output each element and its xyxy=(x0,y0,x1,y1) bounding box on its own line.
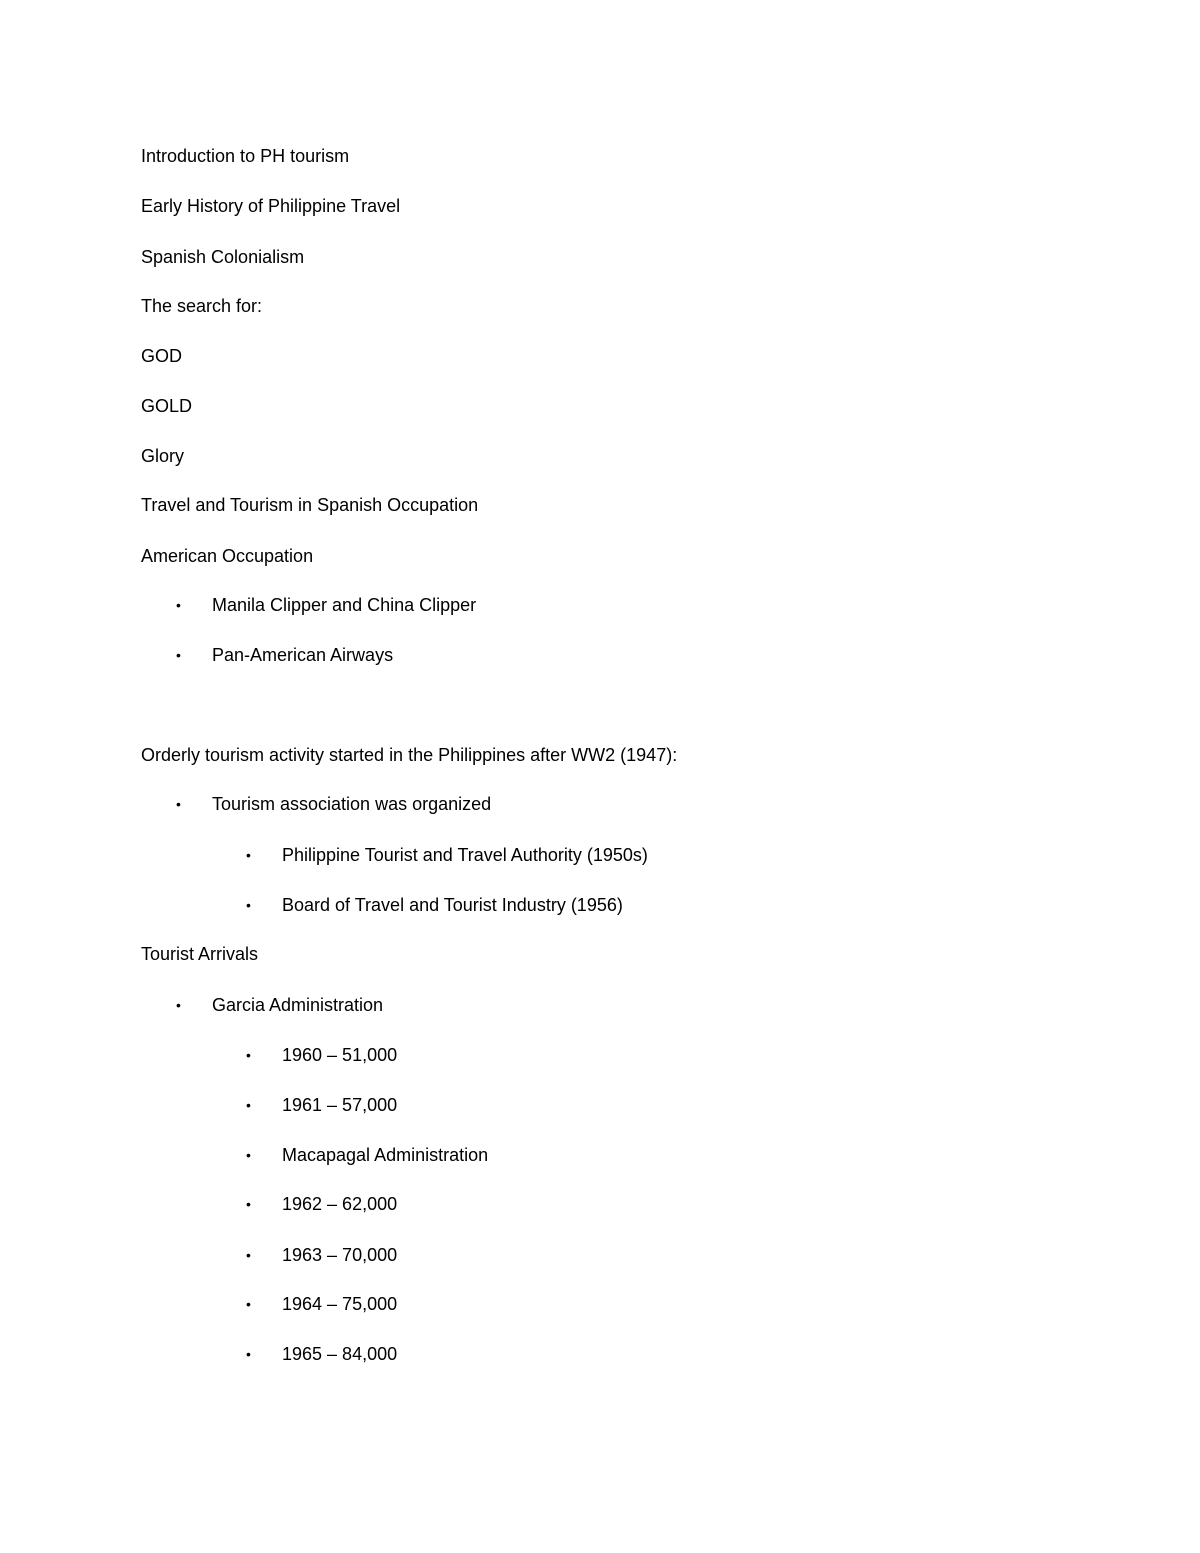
line-god: GOD xyxy=(141,346,183,366)
line-intro: Introduction to PH tourism xyxy=(141,146,350,166)
line-early-history: Early History of Philippine Travel xyxy=(141,196,401,216)
line-search-for: The search for: xyxy=(141,296,263,316)
bullet-icon: • xyxy=(246,1196,251,1212)
bullet-icon: • xyxy=(246,1147,251,1163)
list-item: • 1960 – 51,000 xyxy=(246,1045,398,1065)
list-item: • Macapagal Administration xyxy=(246,1145,489,1165)
list-item: • Manila Clipper and China Clipper xyxy=(176,595,477,615)
bullet-icon: • xyxy=(246,847,251,863)
bullet-icon: • xyxy=(246,1047,251,1063)
line-gold: GOLD xyxy=(141,396,193,416)
list-item: • 1962 – 62,000 xyxy=(246,1194,398,1214)
list-item: • Board of Travel and Tourist Industry (1956) xyxy=(246,895,623,915)
bullet-icon: • xyxy=(176,597,181,613)
bullet-icon: • xyxy=(246,1097,251,1113)
line-orderly-tourism: Orderly tourism activity started in the Philippines after WW2 (1947): xyxy=(141,745,678,765)
list-item: • 1963 – 70,000 xyxy=(246,1245,398,1265)
line-spanish-colonialism: Spanish Colonialism xyxy=(141,247,305,267)
list-item: • Philippine Tourist and Travel Authority (1950s) xyxy=(246,845,648,865)
list-item: • 1965 – 84,000 xyxy=(246,1344,398,1364)
line-spanish-occupation: Travel and Tourism in Spanish Occupation xyxy=(141,495,479,515)
list-item: • 1964 – 75,000 xyxy=(246,1294,398,1314)
list-item: • Pan-American Airways xyxy=(176,645,394,665)
line-glory: Glory xyxy=(141,446,185,466)
list-item: • Tourism association was organized xyxy=(176,794,492,814)
bullet-icon: • xyxy=(176,997,181,1013)
list-item: • 1961 – 57,000 xyxy=(246,1095,398,1115)
bullet-icon: • xyxy=(176,796,181,812)
bullet-icon: • xyxy=(246,1346,251,1362)
bullet-icon: • xyxy=(246,1247,251,1263)
list-item: • Garcia Administration xyxy=(176,995,384,1015)
bullet-icon: • xyxy=(176,647,181,663)
line-tourist-arrivals: Tourist Arrivals xyxy=(141,944,259,964)
line-american-occupation: American Occupation xyxy=(141,546,314,566)
bullet-icon: • xyxy=(246,1296,251,1312)
bullet-icon: • xyxy=(246,897,251,913)
